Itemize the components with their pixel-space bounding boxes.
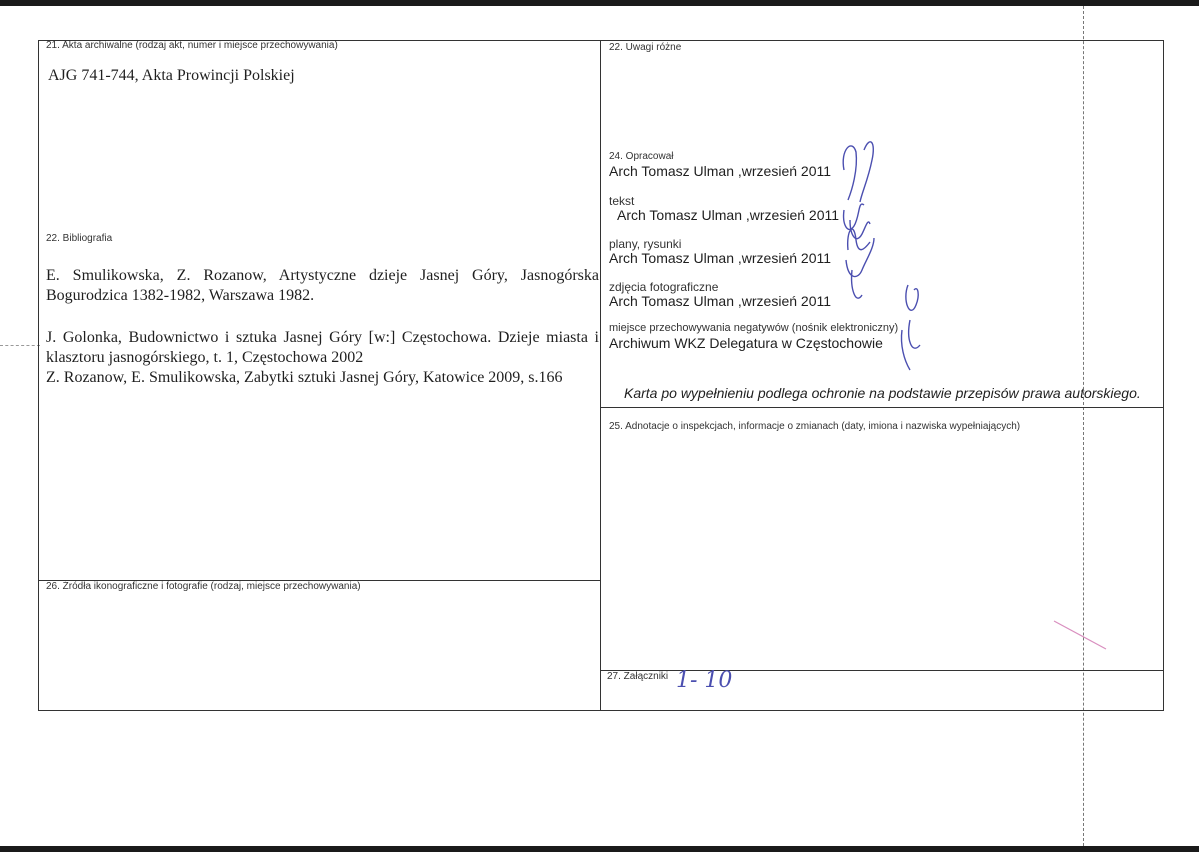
drawings-label: plany, rysunki [609,237,682,251]
scan-border-top [0,0,1199,6]
bibliography-entry: J. Golonka, Budownictwo i sztuka Jasnej Góry [w:] Częstochowa. Dzieje miasta i klasztoru jasnogórskiego, t. 1, Częstochowa 2002 [46,329,599,366]
remarks-label: 22. Uwagi różne [609,42,682,53]
negatives-storage-label: miejsce przechowywania negatywów (nośnik elektroniczny) [609,322,899,334]
copyright-note: Karta po wypełnieniu podlega ochronie na podstawie przepisów prawa autorskiego. [624,385,1141,401]
bibliography-entry: E. Smulikowska, Z. Rozanow, Artystyczne dzieje Jasnej Góry, Jasnogórska Bogurodzica 1382-1982, Warszawa 1982. [46,267,599,304]
photos-label: zdjęcia fotograficzne [609,280,719,294]
text-author-label: tekst [609,194,635,208]
fold-line [1083,6,1084,846]
fold-mark [0,345,40,346]
negatives-storage-value: Archiwum WKZ Delegatura w Częstochowie [609,335,883,351]
iconographic-sources-label: 26. Źródła ikonograficzne i fotografie (rodzaj, miejsce przechowywania) [46,581,361,592]
attachments-label: 27. Załączniki [607,671,669,682]
inspection-notes-label: 25. Adnotacje o inspekcjach, informacje o zmianach (daty, imiona i nazwiska wypełniających) [609,421,1021,432]
photos-value: Arch Tomasz Ulman ,wrzesień 2011 [609,293,832,309]
attachments-handwritten-value: 1- 10 [676,668,733,693]
archival-records-value: AJG 741-744, Akta Prowincji Polskiej [48,67,295,84]
drawings-value: Arch Tomasz Ulman ,wrzesień 2011 [609,250,832,266]
bibliography-label: 22. Bibliografia [46,233,113,244]
bibliography-entry: Z. Rozanow, E. Smulikowska, Zabytki sztuki Jasnej Góry, Katowice 2009, s.166 [46,369,563,386]
scan-border-bottom [0,846,1199,852]
prepared-by-value: Arch Tomasz Ulman ,wrzesień 2011 [609,163,832,179]
prepared-by-label: 24. Opracował [609,151,674,162]
text-author-value: Arch Tomasz Ulman ,wrzesień 2011 [617,207,840,223]
archival-records-label: 21. Akta archiwalne (rodzaj akt, numer i miejsce przechowywania) [46,40,338,51]
pen-stroke-mark [1050,615,1110,655]
signature-mark [830,130,930,380]
